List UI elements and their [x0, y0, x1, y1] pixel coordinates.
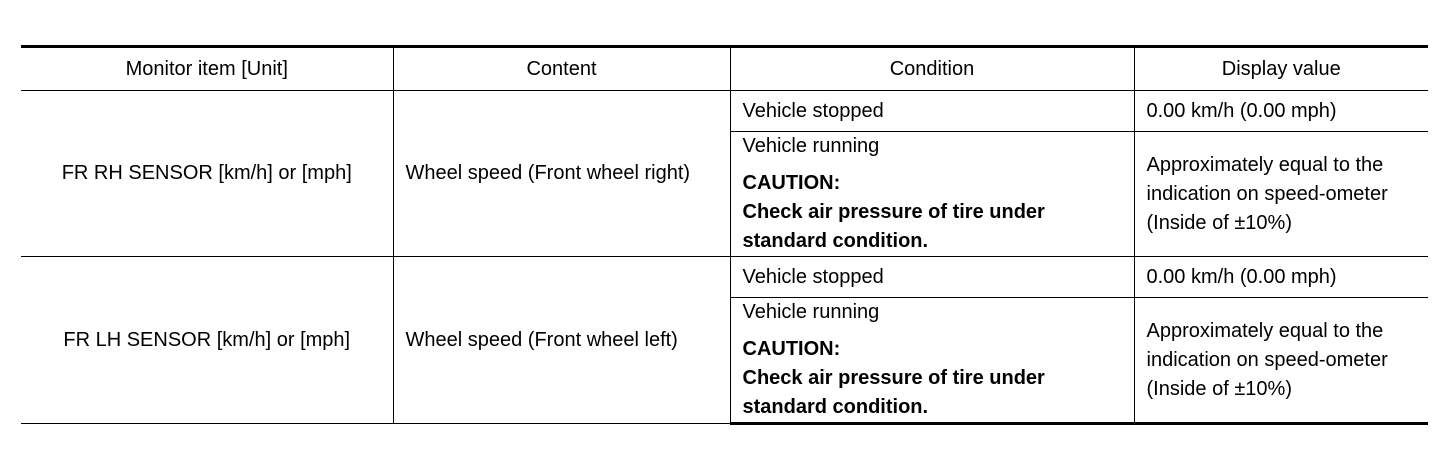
condition-text: Vehicle running [742, 135, 880, 157]
display-value-cell: Approximately equal to the indication on speed-ometer (Inside of ±10%) [1134, 132, 1428, 257]
table-header-row [21, 47, 1428, 91]
header-monitor-item: Monitor item [Unit] [21, 47, 393, 91]
condition-cell [730, 132, 1134, 257]
caution-text: Check air pressure of tire under standard condition. [742, 201, 1045, 252]
header-condition: Condition [730, 47, 1134, 91]
header-content: Content [393, 47, 730, 91]
condition-cell: Vehicle stopped [730, 91, 1134, 132]
condition-text: Vehicle running [742, 301, 880, 323]
display-value-cell: 0.00 km/h (0.00 mph) [1134, 257, 1428, 298]
content-cell: Wheel speed (Front wheel left) [393, 257, 730, 424]
caution-title: CAUTION: [742, 338, 841, 360]
display-value-cell: Approximately equal to the indication on speed-ometer (Inside of ±10%) [1134, 298, 1428, 424]
content-cell: Wheel speed (Front wheel right) [393, 91, 730, 257]
monitor-item-cell: FR RH SENSOR [km/h] or [mph] [21, 91, 393, 257]
monitor-item-table [21, 45, 1428, 425]
table-row [21, 91, 1428, 132]
condition-cell [730, 298, 1134, 424]
display-value-cell: 0.00 km/h (0.00 mph) [1134, 91, 1428, 132]
table-row [21, 257, 1428, 298]
caution-title: CAUTION: [742, 172, 841, 194]
header-display-value: Display value [1134, 47, 1428, 91]
condition-cell: Vehicle stopped [730, 257, 1134, 298]
caution-text: Check air pressure of tire under standard condition. [742, 367, 1045, 418]
monitor-item-cell: FR LH SENSOR [km/h] or [mph] [21, 257, 393, 424]
